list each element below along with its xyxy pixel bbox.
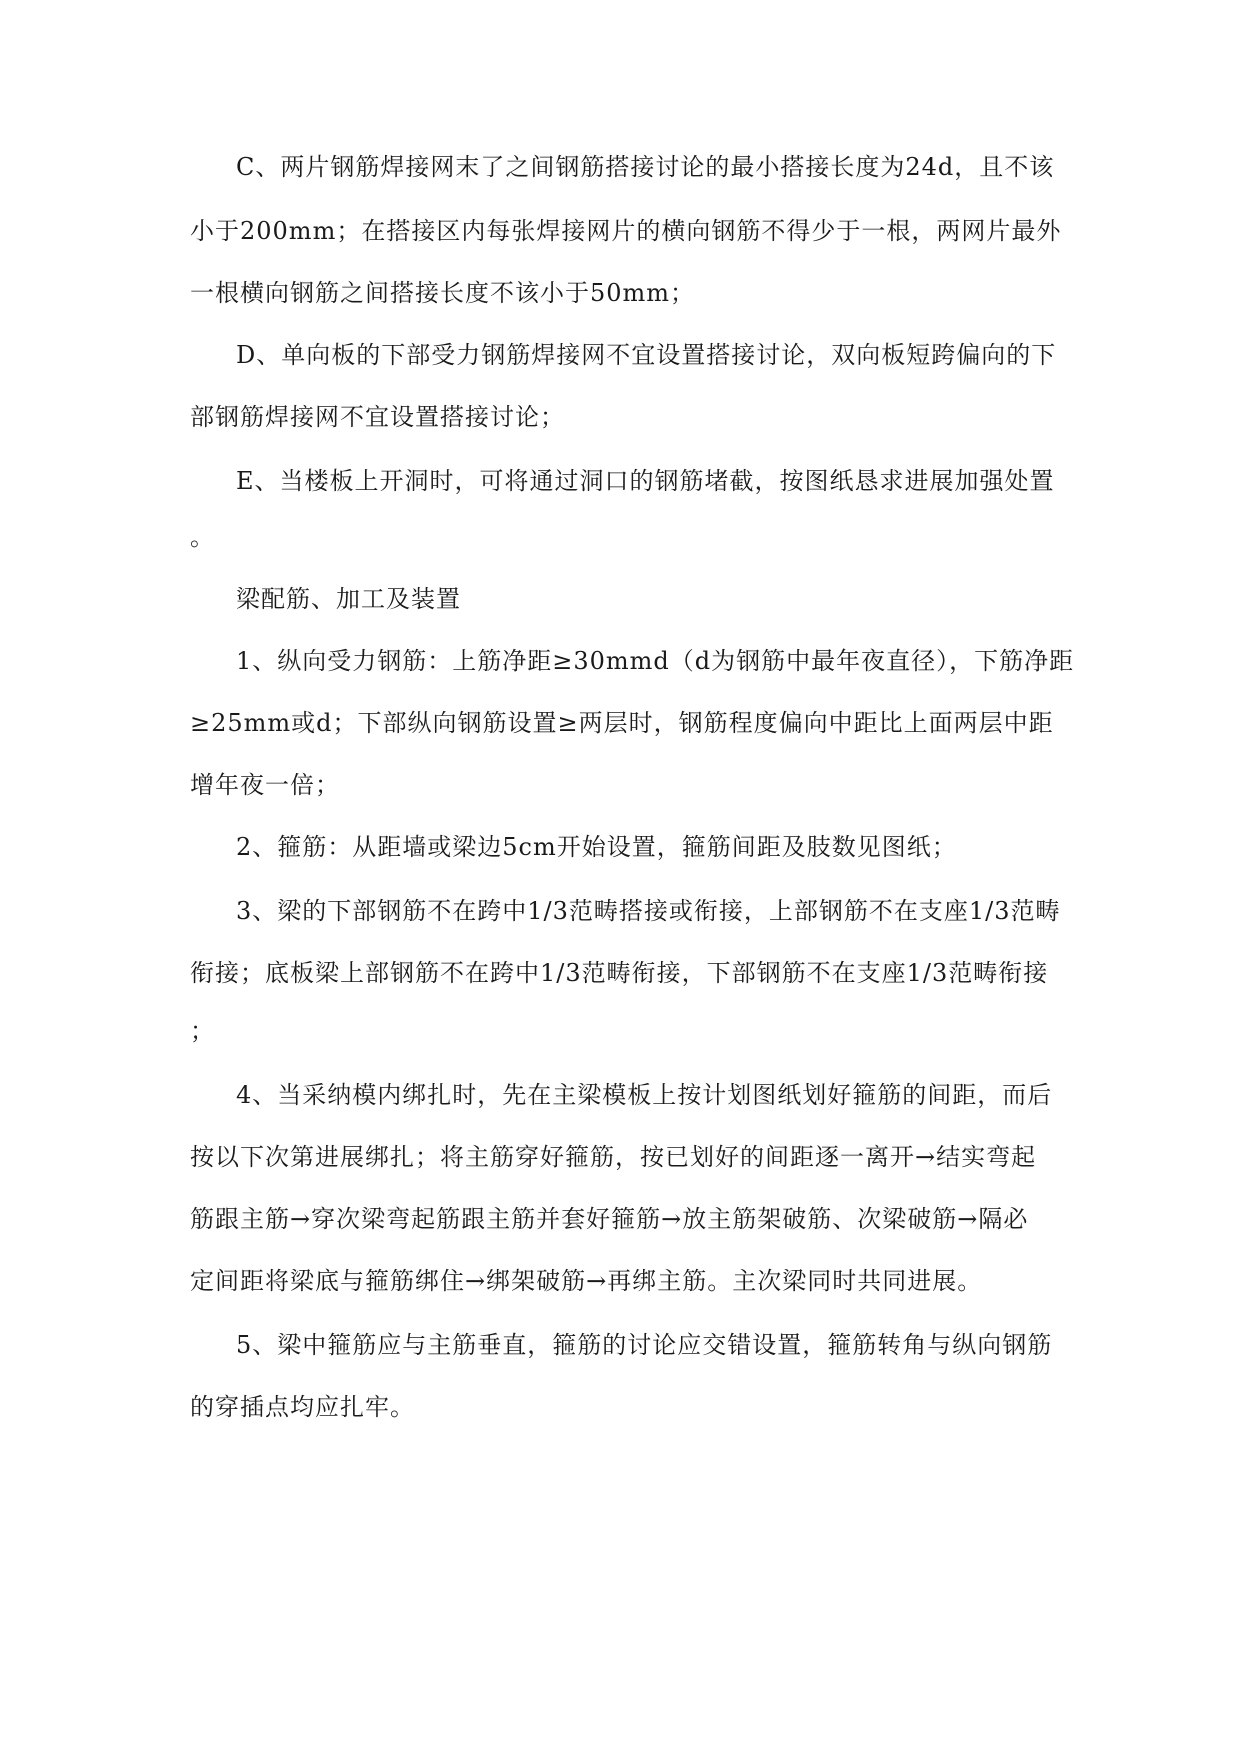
item-1-line-3: 增年夜一倍； <box>190 771 340 799</box>
paragraph-d-line-1: D、单向板的下部受力钢筋焊接网不宜设置搭接讨论，双向板短跨偏向的下 <box>236 341 1057 369</box>
item-2-line-1: 2、箍筋：从距墙或梁边5cm开始设置，箍筋间距及肢数见图纸； <box>236 833 957 861</box>
paragraph-e-line-1: E、当楼板上开洞时，可将通过洞口的钢筋堵截，按图纸恳求进展加强处置 <box>236 467 1055 495</box>
item-4-line-2: 按以下次第进展绑扎；将主筋穿好箍筋，按已划好的间距逐一离开→结实弯起 <box>190 1143 1037 1171</box>
paragraph-c-line-1: C、两片钢筋焊接网末了之间钢筋搭接讨论的最小搭接长度为24d，且不该 <box>236 153 1055 181</box>
item-3-line-1: 3、梁的下部钢筋不在跨中1/3范畴搭接或衔接，上部钢筋不在支座1/3范畴 <box>236 897 1061 925</box>
paragraph-e-line-2: 。 <box>190 523 215 551</box>
section-heading: 梁配筋、加工及装置 <box>236 585 461 613</box>
item-3-line-3: ； <box>190 1017 215 1045</box>
item-5-line-1: 5、梁中箍筋应与主筋垂直，箍筋的讨论应交错设置，箍筋转角与纵向钢筋 <box>236 1331 1053 1359</box>
item-4-line-4: 定间距将梁底与箍筋绑住→绑架破筋→再绑主筋。主次梁同时共同进展。 <box>190 1267 983 1295</box>
item-5-line-2: 的穿插点均应扎牢。 <box>190 1393 415 1421</box>
item-3-line-2: 衔接；底板梁上部钢筋不在跨中1/3范畴衔接，下部钢筋不在支座1/3范畴衔接 <box>190 959 1049 987</box>
item-1-line-2: ≥25mm或d；下部纵向钢筋设置≥两层时，钢筋程度偏向中距比上面两层中距 <box>190 709 1054 737</box>
paragraph-c-line-3: 一根横向钢筋之间搭接长度不该小于50mm； <box>190 279 696 307</box>
item-4-line-3: 筋跟主筋→穿次梁弯起筋跟主筋并套好箍筋→放主筋架破筋、次梁破筋→隔必 <box>190 1205 1029 1233</box>
item-4-line-1: 4、当采纳模内绑扎时，先在主梁模板上按计划图纸划好箍筋的间距，而后 <box>236 1081 1053 1109</box>
paragraph-c-line-2: 小于200mm；在搭接区内每张焊接网片的横向钢筋不得少于一根，两网片最外 <box>190 217 1062 245</box>
item-1-line-1: 1、纵向受力钢筋：上筋净距≥30mmd（d为钢筋中最年夜直径），下筋净距 <box>236 647 1075 675</box>
paragraph-d-line-2: 部钢筋焊接网不宜设置搭接讨论； <box>190 403 565 431</box>
